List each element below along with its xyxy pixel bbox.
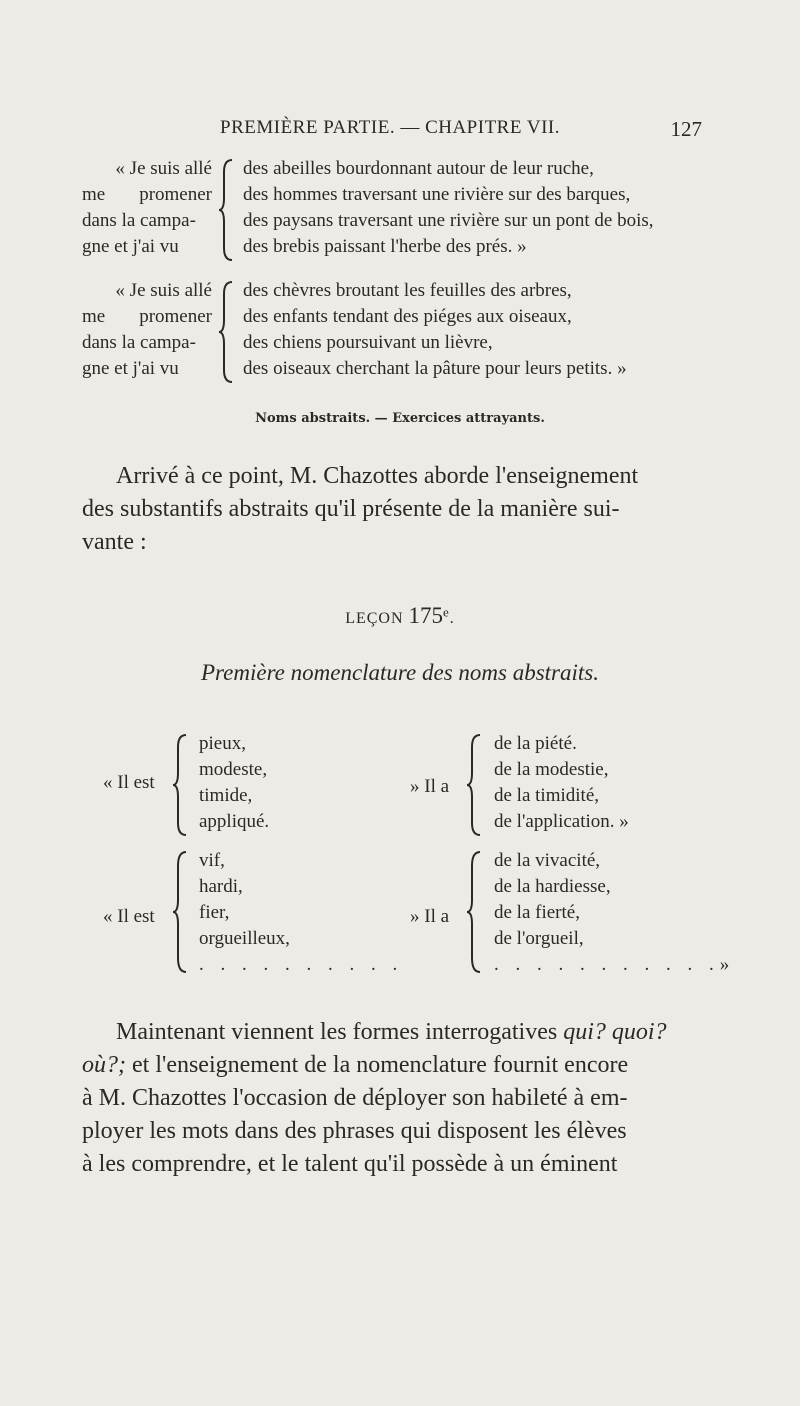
paragraph-line: [82, 1016, 702, 1049]
adjective-cell: fier,: [199, 902, 230, 923]
adjective-cell: hardi,: [199, 876, 243, 897]
adjective-cell: appliqué.: [199, 811, 270, 832]
left-brace: [466, 733, 484, 837]
italic-run: où?;: [82, 1052, 126, 1078]
noun-cell: de la hardiesse,: [494, 876, 611, 897]
example-2-intro: [82, 278, 212, 382]
intro-line: me promener: [82, 306, 212, 327]
left-brace: [172, 850, 190, 974]
intro-line: « Je suis allé: [115, 158, 212, 179]
noun-cell: de la modestie,: [494, 759, 609, 780]
intro-line: gne et j'ai vu: [82, 358, 179, 379]
lesson-heading: [0, 603, 800, 629]
nomenclature-subtitle: Première nomenclature des noms abstraits.: [201, 660, 599, 685]
noun-cell: de l'orgueil,: [494, 928, 584, 949]
paragraph-line: vante :: [82, 529, 147, 555]
section-title: Noms abstraits. — Exercices attrayants.: [255, 411, 545, 426]
show-through-texture: [210, 88, 216, 115]
table-1-nouns: [494, 731, 629, 835]
example-item: des enfants tendant des piéges aux oiseaux,: [243, 306, 572, 327]
example-1-items: [243, 156, 654, 260]
example-item: des paysans traversant une rivière sur un pont de bois,: [243, 210, 654, 231]
paragraph-line: Arrivé à ce point, M. Chazottes aborde l'enseignement: [116, 463, 639, 489]
adjective-cell: modeste,: [199, 759, 268, 780]
header-title: PREMIÈRE PARTIE. — CHAPITRE VII.: [220, 117, 560, 138]
italic-run: qui? quoi?: [563, 1019, 667, 1045]
example-item: des chiens poursuivant un lièvre,: [243, 332, 493, 353]
intro-line: me promener: [82, 184, 212, 205]
table-2-left-label: « Il est: [103, 906, 155, 927]
left-brace: [172, 733, 190, 837]
paragraph-line: à les comprendre, et le talent qu'il possède à un éminent: [82, 1151, 618, 1177]
ellipsis-row: . . . . . . . . . .: [199, 954, 404, 975]
running-header: [82, 117, 702, 141]
table-1-left-label: « Il est: [103, 772, 155, 793]
paragraph-line: des substantifs abstraits qu'il présente de la manière sui-: [82, 496, 620, 522]
page-number: 127: [670, 117, 702, 141]
table-2-mid-label: » Il a: [410, 906, 450, 927]
table-1-mid-label: » Il a: [410, 776, 450, 797]
paragraph-line: à M. Chazottes l'occasion de déployer son habileté à em-: [82, 1085, 628, 1111]
left-brace: [218, 280, 236, 384]
example-item: des hommes traversant une rivière sur des barques,: [243, 184, 631, 205]
adjective-cell: vif,: [199, 850, 225, 871]
table-2-adjectives: [199, 848, 403, 978]
text-run: Maintenant viennent les formes interrogatives: [116, 1019, 558, 1045]
intro-line: dans la campa-: [82, 210, 196, 231]
table-1-adjectives: [199, 731, 269, 835]
noun-cell: de la fierté,: [494, 902, 580, 923]
text-run: et l'enseignement de la nomenclature fournit encore: [132, 1052, 629, 1078]
intro-line: « Je suis allé: [115, 280, 212, 301]
lesson-number: 175: [408, 603, 444, 628]
ellipsis-row: . . . . . . . . . . .»: [494, 954, 736, 975]
noun-cell: de la timidité,: [494, 785, 600, 806]
adjective-cell: pieux,: [199, 733, 246, 754]
paragraph-line: [82, 1049, 702, 1082]
intro-line: dans la campa-: [82, 332, 196, 353]
table-2-nouns: [494, 848, 735, 978]
noun-cell: de la piété.: [494, 733, 577, 754]
example-item: des chèvres broutant les feuilles des arbres,: [243, 280, 572, 301]
left-brace: [218, 158, 236, 262]
adjective-cell: orgueilleux,: [199, 928, 290, 949]
left-brace: [466, 850, 484, 974]
intro-line: gne et j'ai vu: [82, 236, 179, 257]
paragraph-1: [82, 460, 702, 559]
lesson-label: LEÇON: [345, 610, 404, 627]
example-1-intro: [82, 156, 212, 260]
example-item: des oiseaux cherchant la pâture pour leurs petits. »: [243, 358, 627, 379]
paragraph-2: [82, 1016, 702, 1181]
noun-cell: de l'application. »: [494, 811, 629, 832]
example-2-items: [243, 278, 627, 382]
lesson-suffix: e: [443, 604, 450, 620]
noun-cell: de la vivacité,: [494, 850, 601, 871]
paragraph-line: ployer les mots dans des phrases qui disposent les élèves: [82, 1118, 627, 1144]
lesson-dot: .: [449, 610, 455, 627]
example-item: des brebis paissant l'herbe des prés. »: [243, 236, 527, 257]
adjective-cell: timide,: [199, 785, 253, 806]
example-item: des abeilles bourdonnant autour de leur ruche,: [243, 158, 594, 179]
